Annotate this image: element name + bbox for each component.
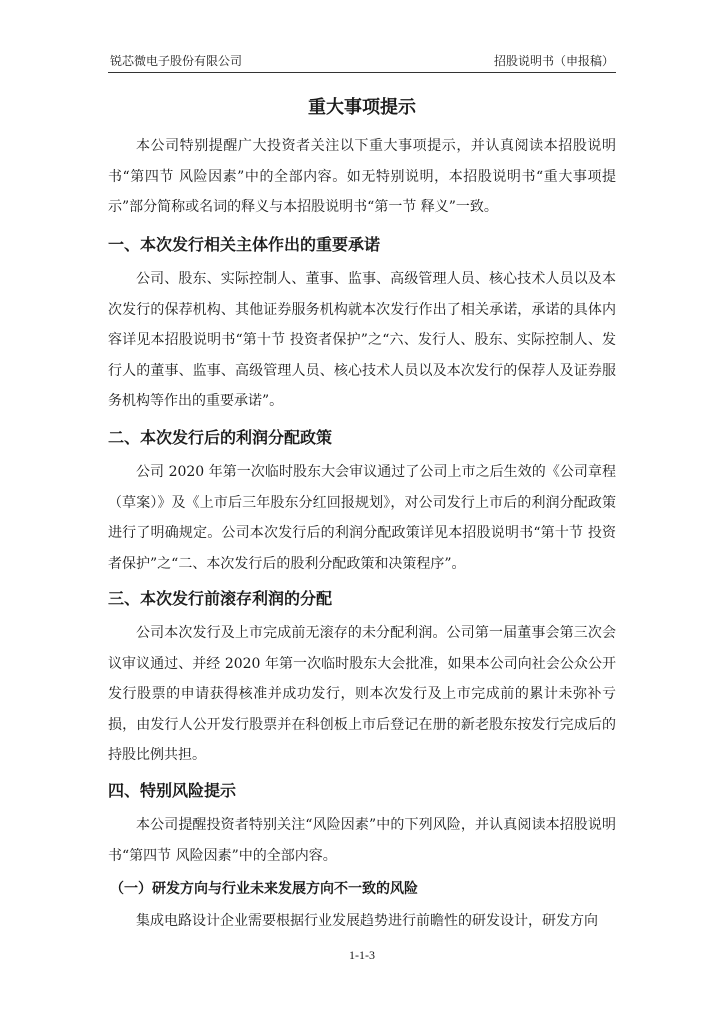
page-number: 1-1-3	[349, 948, 375, 962]
subsection-paragraph: 集成电路设计企业需要根据行业发展趋势进行前瞻性的研发设计，研发方向	[136, 913, 598, 929]
page-header	[108, 50, 616, 73]
section-2-heading: 二、本次发行后的利润分配政策	[108, 428, 333, 447]
section-4-heading: 四、特别风险提示	[108, 781, 237, 800]
subsection-heading: （一）研发方向与行业未来发展方向不一致的风险	[110, 881, 418, 897]
section-1-heading: 一、本次发行相关主体作出的重要承诺	[108, 235, 381, 254]
page-title: 重大事项提示	[308, 97, 416, 118]
section-1-paragraph: 公司、股东、实际控制人、董事、监事、高级管理人员、核心技术人员以及本次发行的保荐机构、其他证券服务机构就本次发行作出了相关承诺，承诺的具体内容详见本招股说明书“第十节 投资者保护”之“六、发行人、股东、实际控制人、发行人的董事、监事、高级管理人员、核心技术人员以及本次发行的保荐人及证券服务机构等作出的重要承诺”。	[108, 271, 616, 409]
header-document-title: 招股说明书（申报稿）	[493, 54, 614, 68]
section-4-paragraph: 本公司提醒投资者特别关注“风险因素”中的下列风险，并认真阅读本招股说明书“第四节 风险因素”中的全部内容。	[108, 817, 616, 864]
section-2-paragraph: 公司 2020 年第一次临时股东大会审议通过了公司上市之后生效的《公司章程（草案）》及《上市后三年股东分红回报规划》，对公司发行上市后的利润分配政策进行了明确规定。公司本次发行后的利润分配政策详见本招股说明书“第十节 投资者保护”之“二、本次发行后的股利分配政策和决策程序”。	[108, 464, 616, 572]
section-3-heading: 三、本次发行前滚存利润的分配	[108, 589, 333, 608]
intro-paragraph: 本公司特别提醒广大投资者关注以下重大事项提示，并认真阅读本招股说明书“第四节 风险因素”中的全部内容。如无特别说明，本招股说明书“重大事项提示”部分简称或名词的释义与本招股说明书“第一节 释义”一致。	[108, 138, 616, 215]
header-company: 锐芯微电子股份有限公司	[110, 54, 243, 68]
section-3-paragraph: 公司本次发行及上市完成前无滚存的未分配利润。公司第一届董事会第三次会议审议通过、并经 2020 年第一次临时股东大会批准，如果本公司向社会公众公开发行股票的申请获得核准并成功发行，则本次发行及上市完成前的累计未弥补亏损，由发行人公开发行股票并在科创板上市后登记在册的新老股东按发行完成后的持股比例共担。	[108, 625, 616, 763]
